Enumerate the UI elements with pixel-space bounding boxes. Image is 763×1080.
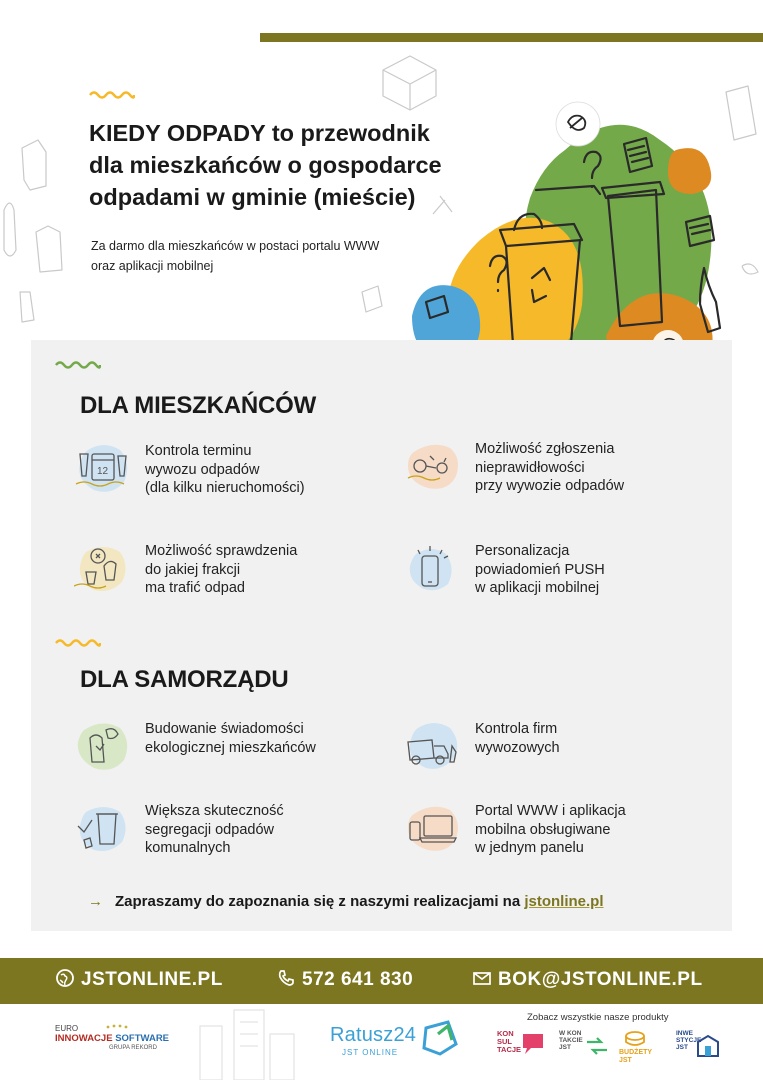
feature-item — [404, 718, 684, 778]
municipality-section-title: DLA SAMORZĄDU — [80, 666, 289, 693]
feature-text — [475, 720, 675, 757]
feature-line: w jednym panelu — [475, 840, 584, 856]
arrows-icon — [585, 1036, 609, 1056]
laptop-phone-icon — [404, 800, 464, 856]
euro-logo-main — [55, 1033, 169, 1044]
feature-line: Personalizacja — [475, 543, 570, 559]
feature-text — [475, 802, 675, 858]
arrow-right-icon: → — [88, 893, 103, 910]
feature-line: Budowanie świadomości — [145, 721, 304, 737]
subtitle-line: oraz aplikacji mobilnej — [91, 259, 214, 273]
feature-line: Większa skuteczność — [145, 803, 284, 819]
ratusz24-sub: JST ONLINE — [342, 1048, 399, 1057]
feature-item — [404, 800, 684, 860]
product-logo-w-kontakcie[interactable] — [559, 1030, 611, 1060]
page-subtitle — [91, 236, 451, 276]
bin-check-icon — [74, 800, 134, 856]
feature-item — [74, 540, 354, 600]
product-label: BUDŻETY JST — [619, 1049, 652, 1064]
feature-text — [145, 720, 345, 757]
calendar-icon — [74, 440, 134, 496]
euro-logo-top: EURO — [55, 1024, 79, 1033]
euro-logo-main1: INNOWACJE — [55, 1033, 113, 1044]
feature-line: segregacji odpadów — [145, 821, 274, 838]
feature-text — [145, 442, 345, 498]
feature-line: Kontrola terminu — [145, 443, 252, 459]
phone-contact[interactable] — [277, 969, 413, 991]
product-logo-konsultacje[interactable] — [497, 1030, 549, 1060]
report-icon — [404, 438, 464, 494]
feature-text — [145, 802, 345, 858]
svg-text:12: 12 — [97, 466, 109, 477]
title-squiggle — [89, 90, 135, 100]
feature-item — [404, 540, 684, 600]
website-text: JSTONLINE.PL — [81, 969, 223, 990]
orange-blob-small — [668, 148, 711, 194]
subtitle-line: Za darmo dla mieszkańców w postaci portalu WWW — [91, 239, 380, 253]
ratusz24-logo[interactable] — [330, 1018, 470, 1063]
invite-text: Zapraszamy do zapoznania się z naszymi realizacjami na — [115, 893, 525, 910]
feature-line: komunalnych — [145, 840, 231, 856]
municipality-squiggle — [55, 638, 101, 648]
building-icon — [696, 1034, 722, 1058]
website-contact[interactable] — [56, 969, 223, 991]
mail-icon — [473, 969, 491, 987]
feature-text — [475, 542, 675, 598]
contact-bar — [0, 958, 763, 1004]
ratusz24-mark — [418, 1018, 462, 1062]
euro-innowacje-logo[interactable] — [53, 1023, 173, 1063]
feature-line: wywozowych — [475, 739, 560, 756]
product-logo-budzety[interactable] — [619, 1030, 669, 1070]
email-contact[interactable] — [473, 969, 703, 991]
feature-text — [475, 440, 675, 496]
globe-icon — [56, 969, 74, 987]
feature-line: mobilna obsługiwane — [475, 821, 611, 838]
feature-item — [74, 440, 354, 500]
ratusz24-name: Ratusz24 — [330, 1024, 417, 1046]
phone-notification-icon — [404, 540, 464, 596]
euro-logo-main2: SOFTWARE — [115, 1033, 170, 1044]
city-skyline-decoration — [190, 1008, 310, 1080]
title-line: odpadami w gminie (mieście) — [89, 184, 416, 210]
residents-squiggle — [55, 360, 101, 370]
product-label: KON SUL TACJE — [497, 1029, 522, 1054]
feature-line: nieprawidłowości — [475, 459, 585, 476]
coins-icon — [623, 1030, 647, 1048]
feature-item — [74, 800, 354, 860]
ecology-icon — [74, 718, 134, 774]
feature-line: Kontrola firm — [475, 721, 558, 737]
feature-line: w aplikacji mobilnej — [475, 580, 600, 596]
feature-line: powiadomień PUSH — [475, 561, 605, 578]
feature-line: wywozu odpadów — [145, 461, 260, 478]
invite-link[interactable]: jstonline.pl — [524, 893, 604, 910]
euro-logo-sub: GRUPA REKORD — [109, 1045, 157, 1051]
chat-icon — [521, 1032, 547, 1056]
title-line: KIEDY ODPADY to przewodnik — [89, 120, 430, 146]
white-circle-top — [556, 102, 600, 146]
feature-line: Możliwość zgłoszenia — [475, 441, 615, 457]
sorting-icon — [74, 540, 134, 596]
feature-line: ekologicznej mieszkańców — [145, 739, 316, 756]
feature-line: ma trafić odpad — [145, 580, 245, 596]
phone-icon — [277, 969, 295, 987]
product-label: INWE STYCJE JST — [676, 1030, 702, 1051]
garbage-truck-icon — [404, 718, 464, 774]
feature-line: (dla kilku nieruchomości) — [145, 480, 305, 496]
feature-line: do jakiej frakcji — [145, 561, 241, 578]
feature-line: przy wywozie odpadów — [475, 478, 625, 494]
invite-line — [88, 893, 604, 910]
phone-text: 572 641 830 — [302, 969, 414, 990]
product-label: W KON TAKCIE JST — [559, 1030, 583, 1051]
title-line: dla mieszkańców o gospodarce — [89, 152, 442, 178]
product-logo-inwestycje[interactable] — [676, 1030, 726, 1064]
products-label: Zobacz wszystkie nasze produkty — [527, 1012, 669, 1023]
feature-item — [74, 718, 354, 778]
residents-section-title: DLA MIESZKAŃCÓW — [80, 392, 317, 419]
email-text: BOK@JSTONLINE.PL — [498, 969, 703, 990]
feature-text — [145, 542, 345, 598]
feature-item — [404, 438, 684, 498]
feature-line: Portal WWW i aplikacja — [475, 803, 626, 819]
feature-line: Możliwość sprawdzenia — [145, 543, 298, 559]
